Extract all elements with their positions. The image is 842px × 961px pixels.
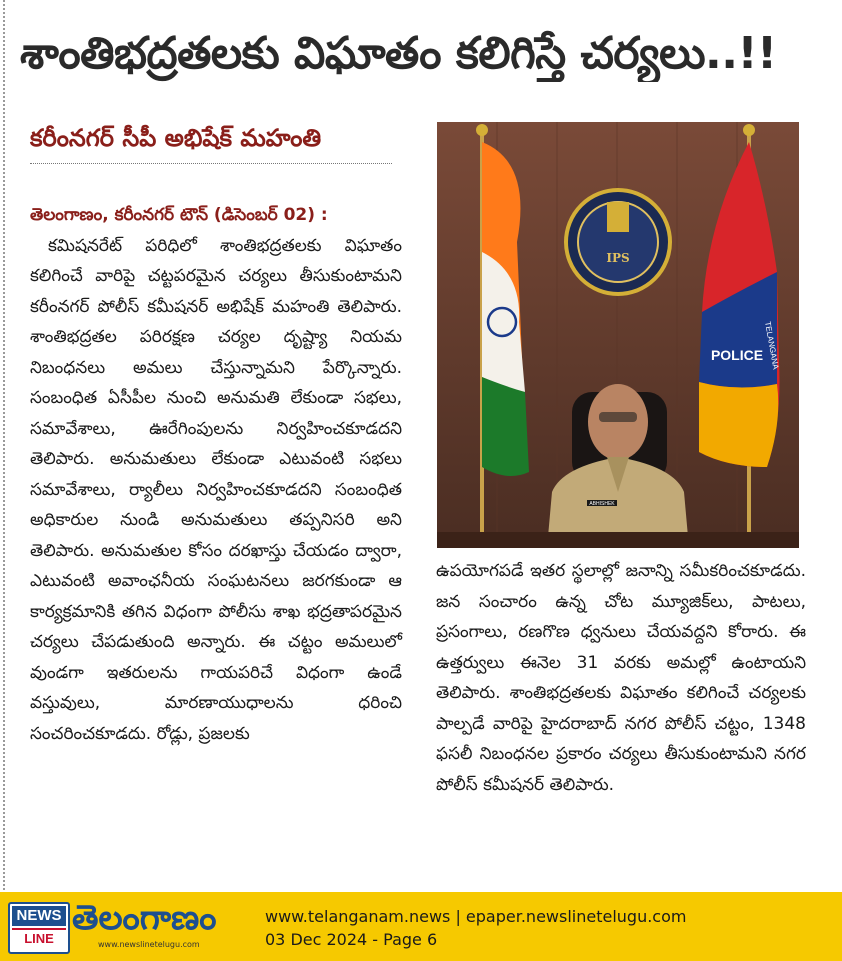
dateline: తెలంగాణం, కరీంనగర్ టౌన్ (డిసెంబర్ 02) : [30,205,328,225]
headline: శాంతిభద్రతలకు విఘాతం కలిగిస్తే చర్యలు..!! [20,28,777,79]
newsline-logo [8,902,70,954]
column-divider [3,0,5,890]
flag-text: POLICE [710,347,764,363]
telanganam-logo: తెలంగాణం [72,898,217,938]
brand-site: www.newslinetelugu.com [98,940,200,949]
byline: కరీంనగర్ సీపీ అభిషేక్ మహంతి [30,124,322,152]
footer-websites: www.telanganam.news | epaper.newslinetelugu.com [265,907,687,926]
newsline-logo-top: NEWS [12,906,66,926]
article-left-column [30,200,402,749]
photo-illustration [437,122,799,548]
newsline-logo-bottom: LINE [12,928,66,948]
flag-side-text: TELANGANA [763,320,781,371]
byline-divider [30,163,392,164]
footer-bar [0,892,842,961]
article-photo [437,122,799,548]
name-tag: ABHISHEK [589,501,615,507]
footer-date-page: 03 Dec 2024 - Page 6 [265,930,438,949]
emblem-text: IPS [606,251,630,265]
article-body-right: ఉపయోగపడే ఇతర స్థలాల్లో జనాన్ని సమీకరించకూడదు. జన సంచారం ఉన్న చోట మ్యూజిక్‌లు, పాటలు, ప్రసంగాలు, రణగొణ ధ్వనులు చేయవద్దని కోరారు. ఈ ఉత్తర్వులు ఈనెల 31 వరకు అమల్లో ఉంటాయని తెలిపారు. శాంతిభద్రతలకు విఘాతం కలిగించే చర్యలకు పాల్పడే వారిపై హైదరాబాద్ నగర పోలీస్ చట్టం, 1348 ఫసలీ నిబంధనల ప్రకారం చర్యలు తీసుకుంటామని నగర పోలీస్ కమీషనర్ తెలిపారు. [436,561,806,795]
article-body-left: కమిషనరేట్ పరిధిలో శాంతిభద్రతలకు విఘాతం కలిగించే వారిపై చట్టపరమైన చర్యలు తీసుకుంటామని కరీంనగర్ పోలీస్ కమీషనర్ అభిషేక్ మహంతి తెలిపారు. శాంతిభద్రతల పరిరక్షణ చర్యల దృష్ట్యా నియమ నిబంధనలు అమలు చేస్తున్నామని పేర్కొన్నారు. సంబంధిత ఏసీపీల నుంచి అనుమతి లేకుండా సభలు, సమావేశాలు, ఊరేగింపులను నిర్వహించకూడదని తెలిపారు. అనుమతులు లేకుండా ఎటువంటి సభలు సమావేశాలు, ర్యాలీలు నిర్వహించకూడదని సంబంధిత అధికారుల నుండి అనుమతులు తప్పనిసరి అని తెలిపారు. అనుమతుల కోసం దరఖాస్తు చేయడం ద్వారా, ఎటువంటి అవాంఛనీయ సంఘటనలు జరగకుండా ఆ కార్యక్రమానికి తగిన విధంగా పోలీసు శాఖ భద్రతాపరమైన చర్యలు చేపడుతుంది అన్నారు. ఈ చట్టం అమలులో వుండగా ఇతరులను గాయపరిచే విధంగా ఉండే వస్తువులు, మారణాయుధాలను ధరించి సంచరించకూడదు. రోడ్లు, ప్రజలకు [30,235,402,744]
